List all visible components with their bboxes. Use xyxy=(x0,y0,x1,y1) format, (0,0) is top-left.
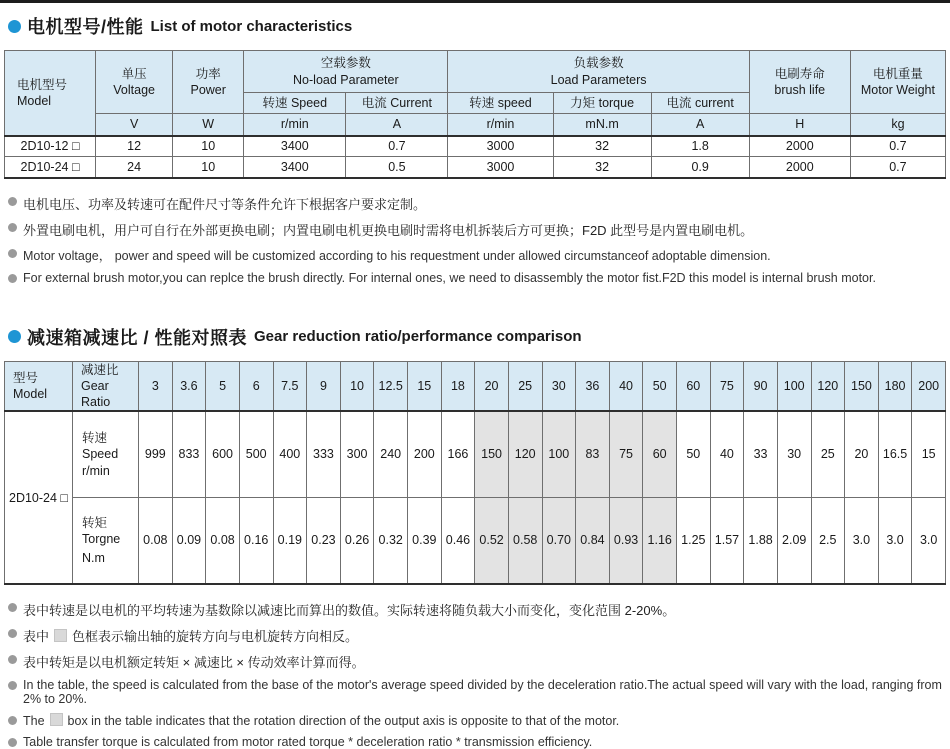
torque-value-cell: 0.09 xyxy=(172,497,206,584)
t2-gear-ratio-header-cell: 减速比 Gear Ratio xyxy=(73,361,139,411)
note-line xyxy=(8,271,950,285)
note-text: 电机电压、功率及转速可在配件尺寸等条件允许下根据客户要求定制。 xyxy=(23,196,427,212)
speed-value-cell: 40 xyxy=(710,411,744,497)
torque-value-cell: 0.26 xyxy=(340,497,374,584)
bullet-icon xyxy=(8,197,17,206)
noload-current-cell: 0.5 xyxy=(346,157,448,178)
gear-ratio-header-cell: 30 xyxy=(542,361,576,411)
noload-current-cell: 0.7 xyxy=(346,136,448,157)
torque-value-cell: 1.25 xyxy=(677,497,711,584)
power-unit-cell: W xyxy=(173,114,244,136)
note-line xyxy=(8,246,950,264)
bullet-icon xyxy=(8,249,17,258)
voltage-header-cell: 单压 Voltage xyxy=(96,51,173,114)
speed-value-cell: 25 xyxy=(811,411,845,497)
note-line xyxy=(8,600,950,619)
speed-value-cell: 33 xyxy=(744,411,778,497)
torque-value-cell: 0.32 xyxy=(374,497,408,584)
gear-ratio-header-cell: 180 xyxy=(878,361,912,411)
speed-value-cell: 166 xyxy=(441,411,475,497)
speed-value-cell: 30 xyxy=(777,411,811,497)
note-line xyxy=(8,678,950,706)
speed-value-cell: 999 xyxy=(139,411,173,497)
torque-value-cell: 0.93 xyxy=(609,497,643,584)
voltage-cell: 24 xyxy=(96,157,173,178)
speed-value-cell: 16.5 xyxy=(878,411,912,497)
torque-value-cell: 0.39 xyxy=(408,497,442,584)
noload-speed-unit-cell: r/min xyxy=(244,114,346,136)
gear-ratio-header-cell: 18 xyxy=(441,361,475,411)
torque-value-cell: 0.08 xyxy=(139,497,173,584)
bullet-icon xyxy=(8,738,17,747)
motor-weight-header-cell: 电机重量 Motor Weight xyxy=(850,51,945,114)
noload-speed-cell: 3400 xyxy=(244,157,346,178)
model-header-en: Model xyxy=(17,93,52,108)
table1-group-header-row xyxy=(5,51,946,93)
speed-value-cell: 60 xyxy=(643,411,677,497)
speed-value-cell: 400 xyxy=(273,411,307,497)
gear-ratio-header-cell: 9 xyxy=(307,361,341,411)
torque-value-cell: 3.0 xyxy=(912,497,946,584)
speed-value-cell: 200 xyxy=(408,411,442,497)
section2-title xyxy=(8,324,950,350)
note-text: 外置电刷电机，用户可自行在外部更换电刷；内置电刷电机更换电刷时需将电机拆装后方可更换；F2D 此型号是内置电刷电机。 xyxy=(23,222,754,238)
torque-value-cell: 0.16 xyxy=(239,497,273,584)
note-line xyxy=(8,652,950,671)
torque-value-cell: 0.19 xyxy=(273,497,307,584)
torque-value-cell: 1.88 xyxy=(744,497,778,584)
motor-weight-unit-cell: kg xyxy=(850,114,945,136)
power-cell: 10 xyxy=(173,136,244,157)
bullet-icon xyxy=(8,681,17,690)
gear-ratio-table xyxy=(4,361,946,586)
speed-value-cell: 15 xyxy=(912,411,946,497)
gear-ratio-header-cell: 40 xyxy=(609,361,643,411)
torque-value-cell: 0.52 xyxy=(475,497,509,584)
t2-model-cell: 2D10-24 □ xyxy=(5,411,73,584)
bullet-dot-icon xyxy=(8,20,21,33)
note-line xyxy=(8,220,950,239)
torque-value-cell: 2.5 xyxy=(811,497,845,584)
note-text: Table transfer torque is calculated from motor rated torque * deceleration ratio * transmission efficiency. xyxy=(23,735,593,749)
bullet-icon xyxy=(8,603,17,612)
torque-value-cell: 1.16 xyxy=(643,497,677,584)
note-line xyxy=(8,626,950,645)
bullet-dot-icon xyxy=(8,330,21,343)
gear-ratio-header-cell: 10 xyxy=(340,361,374,411)
bullet-icon xyxy=(8,274,17,283)
load-torque-unit-cell: mN.m xyxy=(553,114,651,136)
brush-life-cell: 2000 xyxy=(749,136,850,157)
speed-value-cell: 150 xyxy=(475,411,509,497)
motor-notes xyxy=(8,194,950,285)
bullet-icon xyxy=(8,655,17,664)
torque-value-cell: 3.0 xyxy=(878,497,912,584)
note-text: Motor voltage， power and speed will be customized according to his requestment under allowed circumstanceof adoptable dimension. xyxy=(23,248,771,263)
note-text: In the table, the speed is calculated from the base of the motor's average speed divided by the deceleration ratio.The actual speed will vary with the load, ranging from 2% to 20%. xyxy=(23,678,942,707)
gear-ratio-header-cell: 7.5 xyxy=(273,361,307,411)
load-current-cell: 1.8 xyxy=(651,136,749,157)
gray-box-icon xyxy=(54,629,67,642)
gear-ratio-header-cell: 50 xyxy=(643,361,677,411)
gear-ratio-header-cell: 90 xyxy=(744,361,778,411)
speed-value-cell: 600 xyxy=(206,411,240,497)
note-text: 表中 色框表示输出轴的旋转方向与电机旋转方向相反。 xyxy=(23,629,359,645)
bullet-icon xyxy=(8,716,17,725)
gear-ratio-header-cell: 5 xyxy=(206,361,240,411)
motor-characteristics-table xyxy=(4,50,946,179)
brush-life-header-cell: 电刷寿命 brush life xyxy=(749,51,850,114)
speed-value-cell: 100 xyxy=(542,411,576,497)
section1-title xyxy=(8,13,950,39)
torque-value-cell: 1.57 xyxy=(710,497,744,584)
load-torque-header-cell: 力矩 torque xyxy=(553,93,651,114)
gear-header-row xyxy=(5,361,946,411)
speed-value-cell: 20 xyxy=(845,411,879,497)
power-header-cell: 功率 Power xyxy=(173,51,244,114)
section2-title-en: Gear reduction ratio/performance comparison xyxy=(254,328,582,345)
bullet-icon xyxy=(8,223,17,232)
section1-title-en: List of motor characteristics xyxy=(150,17,353,35)
bullet-icon xyxy=(8,629,17,638)
torque-value-cell: 0.46 xyxy=(441,497,475,584)
noload-speed-header-cell: 转速 Speed xyxy=(244,93,346,114)
torque-value-cell: 0.70 xyxy=(542,497,576,584)
load-torque-cell: 32 xyxy=(553,157,651,178)
torque-value-cell: 0.08 xyxy=(206,497,240,584)
gear-ratio-header-cell: 25 xyxy=(508,361,542,411)
gear-ratio-header-cell: 120 xyxy=(811,361,845,411)
torque-value-cell: 0.58 xyxy=(508,497,542,584)
gear-ratio-header-cell: 60 xyxy=(677,361,711,411)
noload-group-header-cell: 空载参数 No-load Parameter xyxy=(244,51,448,93)
table1-units-row xyxy=(5,114,946,136)
noload-speed-cell: 3400 xyxy=(244,136,346,157)
noload-current-unit-cell: A xyxy=(346,114,448,136)
gray-box-icon xyxy=(50,713,63,726)
motor-weight-cell: 0.7 xyxy=(850,157,945,178)
torque-row xyxy=(5,497,946,584)
speed-label-cell: 转速 Speed r/min xyxy=(73,411,139,497)
note-text: The box in the table indicates that the rotation direction of the output axis is opposite to that of the motor. xyxy=(23,714,620,729)
load-torque-cell: 32 xyxy=(553,136,651,157)
section1-title-cn: 电机型号/性能 xyxy=(27,17,144,37)
speed-row xyxy=(5,411,946,497)
model-cell: 2D10-24 □ xyxy=(5,157,96,178)
model-header-cell xyxy=(5,51,96,136)
section2-title-cn: 减速箱减速比 / 性能对照表 xyxy=(27,327,248,348)
note-text: For external brush motor,you can replce the brush directly. For internal ones, we need to disassembly the motor fist.F2D this model is internal brush motor. xyxy=(23,270,876,285)
gear-ratio-header-cell: 3 xyxy=(139,361,173,411)
torque-value-cell: 3.0 xyxy=(845,497,879,584)
torque-label-cell: 转矩 Torgne N.m xyxy=(73,497,139,584)
voltage-unit-cell: V xyxy=(96,114,173,136)
speed-value-cell: 120 xyxy=(508,411,542,497)
gear-ratio-header-cell: 3.6 xyxy=(172,361,206,411)
load-group-header-cell: 负载参数 Load Parameters xyxy=(448,51,749,93)
note-line xyxy=(8,735,950,749)
table1-data-row-2d10-12 xyxy=(5,136,946,157)
load-speed-header-cell: 转速 speed xyxy=(448,93,553,114)
speed-value-cell: 500 xyxy=(239,411,273,497)
speed-value-cell: 333 xyxy=(307,411,341,497)
speed-value-cell: 300 xyxy=(340,411,374,497)
voltage-cell: 12 xyxy=(96,136,173,157)
load-speed-unit-cell: r/min xyxy=(448,114,553,136)
gear-ratio-header-cell: 12.5 xyxy=(374,361,408,411)
speed-value-cell: 833 xyxy=(172,411,206,497)
brush-life-unit-cell: H xyxy=(749,114,850,136)
gear-ratio-header-cell: 100 xyxy=(777,361,811,411)
note-text: 表中转矩是以电机额定转矩 × 减速比 × 传动效率计算而得。 xyxy=(23,655,365,671)
note-text: 表中转速是以电机的平均转速为基数除以减速比而算出的数值。实际转速将随负载大小而变化，变化范围 2-20%。 xyxy=(23,603,676,619)
motor-weight-cell: 0.7 xyxy=(850,136,945,157)
table1-data-row-2d10-24 xyxy=(5,157,946,178)
gear-ratio-header-cell: 6 xyxy=(239,361,273,411)
load-current-header-cell: 电流 current xyxy=(651,93,749,114)
load-speed-cell: 3000 xyxy=(448,157,553,178)
speed-value-cell: 50 xyxy=(677,411,711,497)
speed-value-cell: 83 xyxy=(576,411,610,497)
power-cell: 10 xyxy=(173,157,244,178)
speed-value-cell: 75 xyxy=(609,411,643,497)
torque-value-cell: 2.09 xyxy=(777,497,811,584)
load-speed-cell: 3000 xyxy=(448,136,553,157)
top-rule xyxy=(0,0,950,3)
gear-ratio-header-cell: 75 xyxy=(710,361,744,411)
model-header-cn: 电机型号 xyxy=(17,77,68,92)
model-cell: 2D10-12 □ xyxy=(5,136,96,157)
gear-notes xyxy=(8,600,950,749)
torque-value-cell: 0.23 xyxy=(307,497,341,584)
speed-value-cell: 240 xyxy=(374,411,408,497)
torque-value-cell: 0.84 xyxy=(576,497,610,584)
gear-ratio-header-cell: 150 xyxy=(845,361,879,411)
load-current-cell: 0.9 xyxy=(651,157,749,178)
brush-life-cell: 2000 xyxy=(749,157,850,178)
gear-ratio-header-cell: 20 xyxy=(475,361,509,411)
note-line xyxy=(8,713,950,728)
t2-model-header-cell: 型号 Model xyxy=(5,361,73,411)
note-line xyxy=(8,194,950,213)
gear-ratio-header-cell: 15 xyxy=(408,361,442,411)
load-current-unit-cell: A xyxy=(651,114,749,136)
gear-ratio-header-cell: 200 xyxy=(912,361,946,411)
noload-current-header-cell: 电流 Current xyxy=(346,93,448,114)
gear-ratio-header-cell: 36 xyxy=(576,361,610,411)
